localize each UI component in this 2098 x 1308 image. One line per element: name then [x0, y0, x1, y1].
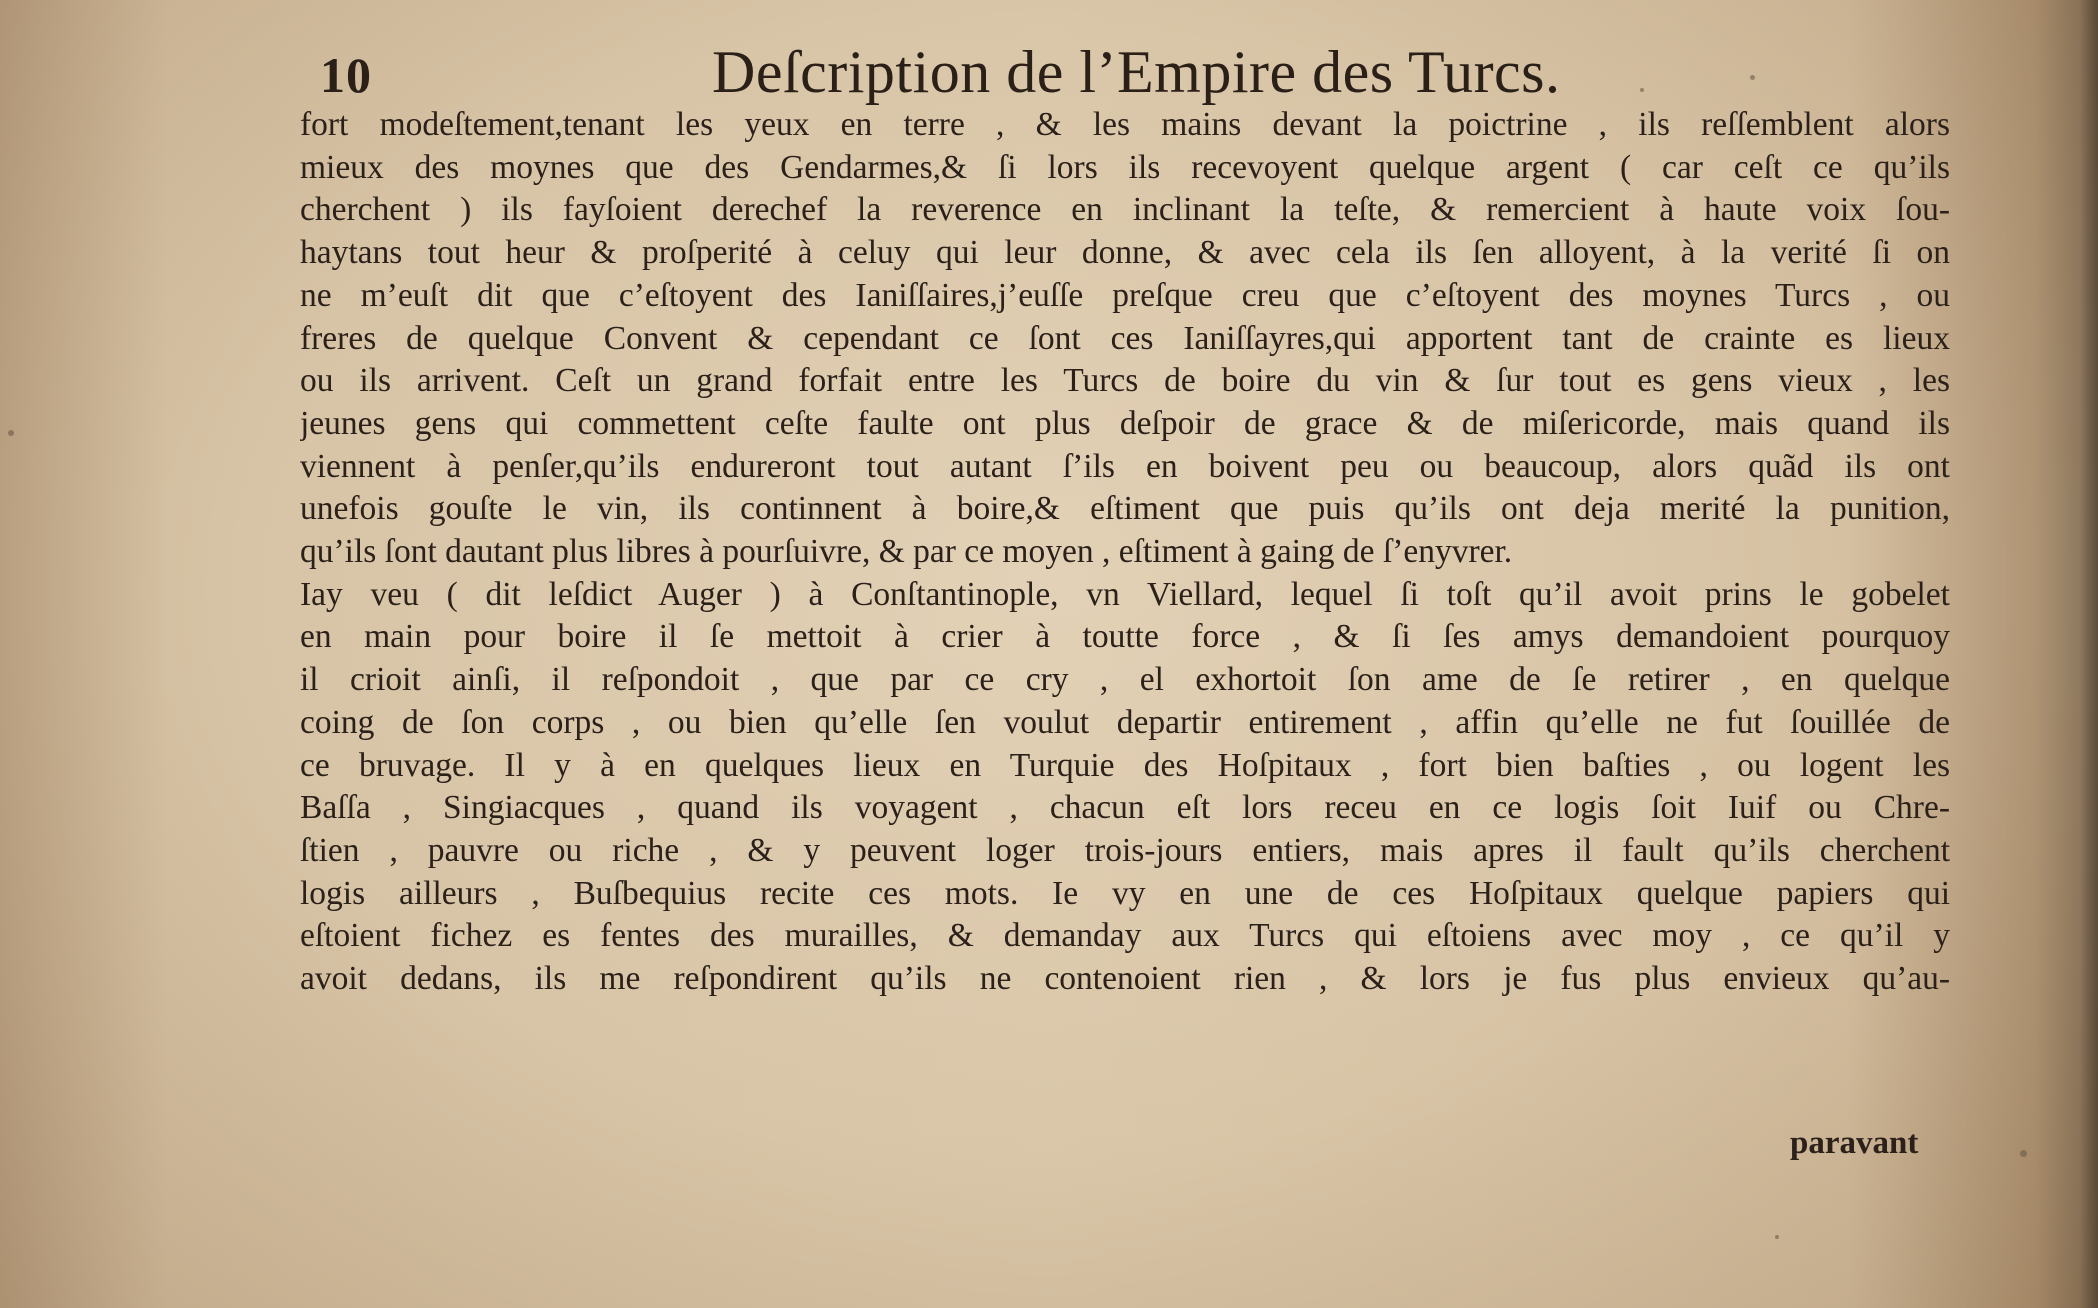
- text-line: coing de ſon corps , ou bien qu’elle ſen voulut departir entirement , affin qu’elle ne fut ſouillée de: [300, 703, 1950, 741]
- text-line: unefois gouſte le vin, ils continnent à boire,& eſtiment que puis qu’ils ont deja merité la punition,: [300, 490, 1950, 528]
- text-line: freres de quelque Convent & cependant ce ſont ces Ianiſſayres,qui apportent tant de crainte es lieux: [300, 319, 1950, 357]
- text-line: eſtoient fichez es fentes des murailles, & demanday aux Turcs qui eſtoiens avec moy , ce qu’il y: [300, 917, 1950, 955]
- text-line: cherchent ) ils fayſoient derechef la reverence en inclinant la teſte, & remercient à haute voix ſou-: [300, 191, 1950, 229]
- text-line: viennent à penſer,qu’ils endureront tout autant ſ’ils en boivent peu ou beaucoup, alors quãd ils ont: [300, 447, 1950, 485]
- text-line: Iay veu ( dit leſdict Auger ) à Conſtantinople, vn Viellard, lequel ſi toſt qu’il avoit prins le gobelet: [300, 575, 1950, 613]
- body-text: [300, 104, 1950, 1001]
- text-line: fort modeſtement,tenant les yeux en terre , & les mains devant la poictrine , ils reſſemblent alors: [300, 106, 1950, 143]
- text-line: en main pour boire il ſe mettoit à crier à toutte force , & ſi ſes amys demandoient pourquoy: [300, 618, 1950, 656]
- running-title: Deſcription de l’Empire des Turcs.: [712, 39, 1561, 105]
- text-line: mieux des moynes que des Gendarmes,& ſi lors ils recevoyent quelque argent ( car ceſt ce qu’ils: [300, 148, 1950, 186]
- text-line: haytans tout heur & proſperité à celuy qui leur donne, & avec cela ils ſen alloyent, à la verité ſi on: [300, 234, 1950, 272]
- catchword: paravant: [1790, 1125, 1919, 1161]
- text-line: ne m’euſt dit que c’eſtoyent des Ianiſſaires,j’euſſe preſque creu que c’eſtoyent des moynes Turcs , ou: [300, 276, 1950, 314]
- paper-speck: [1750, 75, 1755, 80]
- text-line: il crioit ainſi, il reſpondoit , que par ce cry , el exhortoit ſon ame de ſe retirer , en quelque: [300, 661, 1950, 699]
- page-header: [310, 38, 1610, 108]
- page-number: 10: [320, 47, 372, 103]
- text-line: ce bruvage. Il y à en quelques lieux en Turquie des Hoſpitaux , fort bien baſties , ou logent les: [300, 746, 1950, 784]
- text-line: ou ils arrivent. Ceſt un grand forfait entre les Turcs de boire du vin & ſur tout es gens vieux , les: [300, 362, 1950, 400]
- text-line: qu’ils ſont dautant plus libres à pourſuivre, & par ce moyen , eſtiment à gaing de ſ’enyvrer.: [300, 533, 1513, 571]
- paper-speck: [8, 430, 14, 436]
- text-line: ſtien , pauvre ou riche , & y peuvent loger trois-jours entiers, mais apres il fault qu’ils cherchent: [300, 831, 1950, 869]
- text-line: Baſſa , Singiacques , quand ils voyagent , chacun eſt lors receu en ce logis ſoit Iuif ou Chre-: [300, 789, 1950, 827]
- paper-speck: [1775, 1235, 1779, 1239]
- paper-speck: [1640, 88, 1644, 92]
- text-line: avoit dedans, ils me reſpondirent qu’ils ne contenoient rien , & lors je fus plus envieux qu’au-: [300, 960, 1950, 998]
- text-line: logis ailleurs , Buſbequius recite ces mots. Ie vy en une de ces Hoſpitaux quelque papiers qui: [300, 874, 1950, 912]
- text-line: jeunes gens qui commettent ceſte faulte ont plus deſpoir de grace & de miſericorde, mais quand ils: [300, 404, 1950, 442]
- page-edge-shadow: [2080, 0, 2098, 1308]
- paper-speck: [2020, 1150, 2027, 1157]
